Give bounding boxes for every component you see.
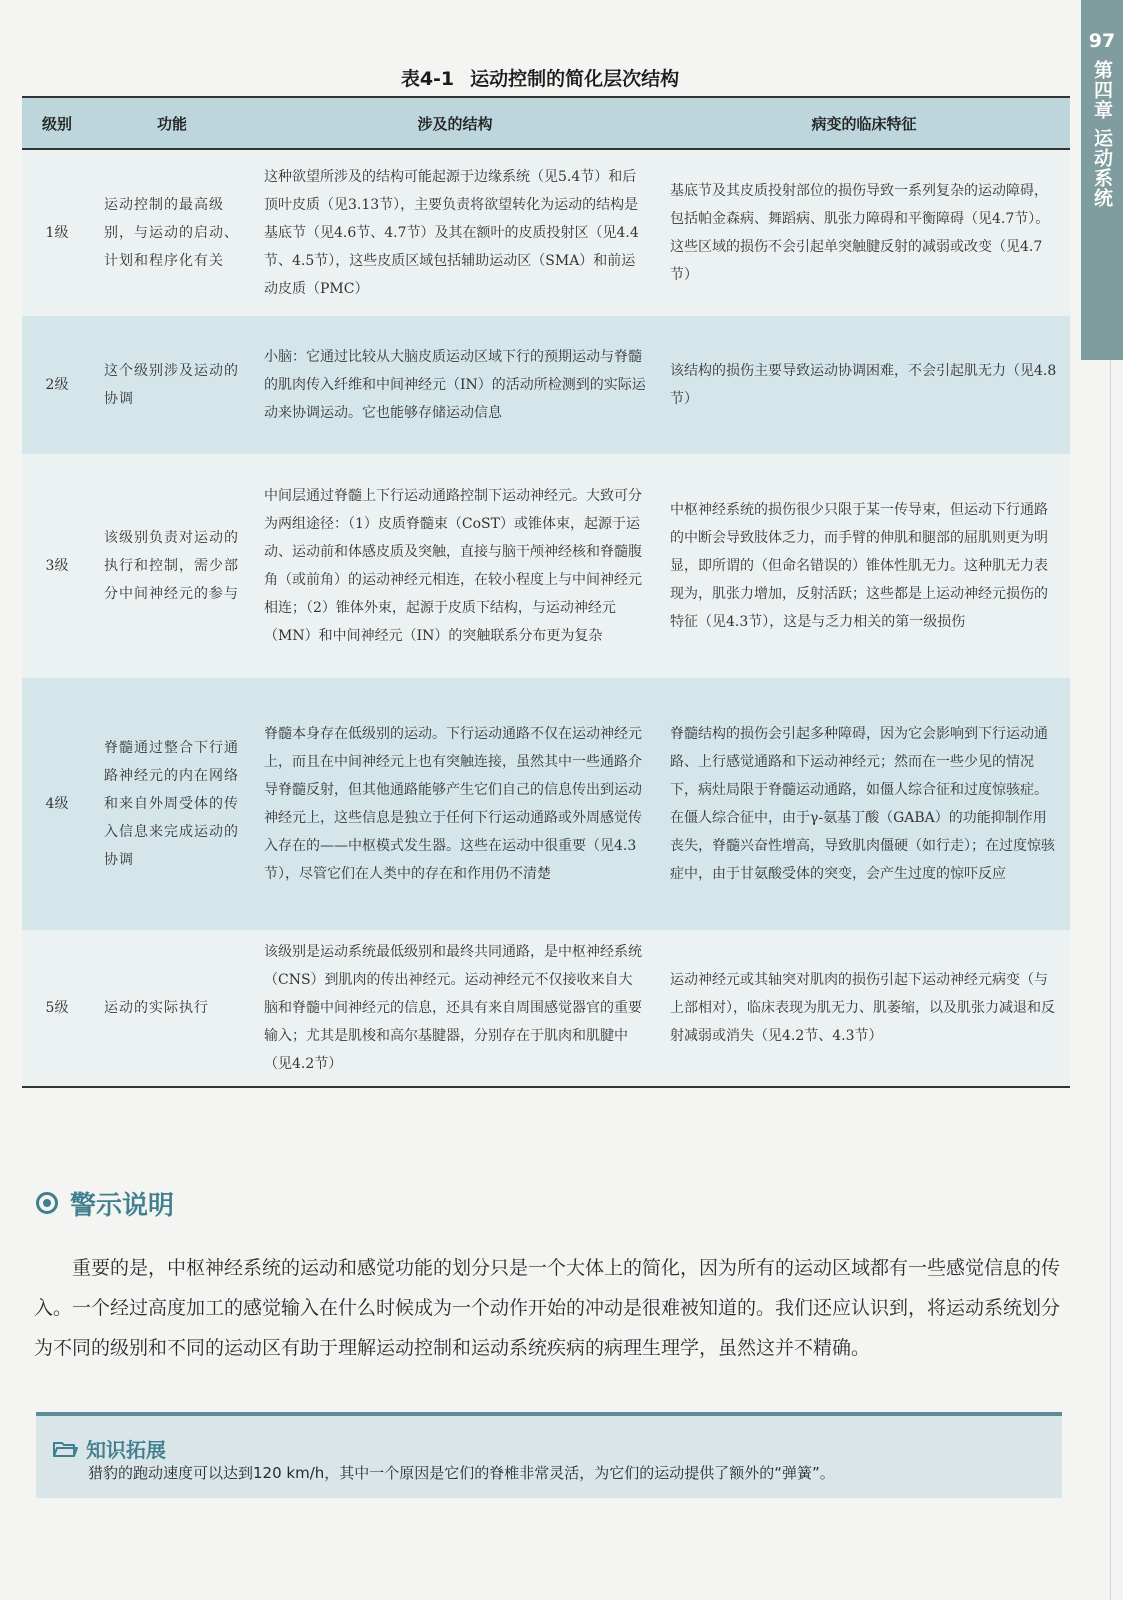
warning-heading <box>36 1180 174 1226</box>
row-structures: 这种欲望所涉及的结构可能起源于边缘系统（见5.4节）和后顶叶皮质（见3.13节），主要负责将欲望转化为运动的结构是基底节（见4.6节、4.7节）及其在额叶的皮质投射区（见4.4节、4.5节），这些皮质区域包括辅助运动区（SMA）和前运动皮质（PMC） <box>252 149 658 316</box>
table-title <box>0 64 1080 91</box>
knowledge-body: 猎豹的跑动速度可以达到120 km/h，其中一个原因是它们的脊椎非常灵活，为它们的运动提供了额外的“弹簧”。 <box>88 1464 835 1482</box>
header-structures: 涉及的结构 <box>252 97 658 149</box>
table-title-text: 运动控制的简化层次结构 <box>470 68 680 90</box>
row-function: 运动控制的最高级别，与运动的启动、计划和程序化有关 <box>92 149 252 316</box>
folder-icon <box>52 1439 78 1459</box>
warning-heading-text: 警示说明 <box>70 1190 175 1221</box>
row-level: 3级 <box>22 454 92 678</box>
table-row <box>22 316 1070 454</box>
motor-control-table <box>22 96 1070 1088</box>
knowledge-heading <box>52 1434 166 1463</box>
row-structures: 中间层通过脊髓上下行运动通路控制下运动神经元。大致可分为两组途径：（1）皮质脊髓束（CoST）或锥体束，起源于运动、运动前和体感皮质及突触，直接与脑干颅神经核和脊髓腹角（或前角）的运动神经元相连，在较小程度上与中间神经元相连；（2）锥体外束，起源于皮质下结构，与运动神经元（MN）和中间神经元（IN）的突触联系分布更为复杂 <box>252 454 658 678</box>
chapter-label: 第四章 运动系统 <box>1091 60 1113 208</box>
table-number: 表4-1 <box>400 68 455 90</box>
header-level: 级别 <box>22 97 92 149</box>
page-number: 97 <box>1088 30 1116 52</box>
target-bullet-icon <box>36 1192 58 1214</box>
row-level: 1级 <box>22 149 92 316</box>
table-row <box>22 454 1070 678</box>
table-header-row <box>22 97 1070 149</box>
row-structures: 小脑：它通过比较从大脑皮质运动区域下行的预期运动与脊髓的肌肉传入纤维和中间神经元（IN）的活动所检测到的实际运动来协调运动。它也能够存储运动信息 <box>252 316 658 454</box>
side-divider <box>1110 360 1111 1600</box>
row-structures: 脊髓本身存在低级别的运动。下行运动通路不仅在运动神经元上，而且在中间神经元上也有突触连接，虽然其中一些通路介导脊髓反射，但其他通路能够产生它们自己的信息传出到运动神经元上，这些信息是独立于任何下行运动通路或外周感觉传入存在的——中枢模式发生器。这些在运动中很重要（见4.3节），尽管它们在人类中的存在和作用仍不清楚 <box>252 678 658 930</box>
row-clinical: 该结构的损伤主要导致运动协调困难，不会引起肌无力（见4.8节） <box>658 316 1070 454</box>
row-function: 运动的实际执行 <box>92 930 252 1087</box>
row-clinical: 脊髓结构的损伤会引起多种障碍，因为它会影响到下行运动通路、上行感觉通路和下运动神经元；然而在一些少见的情况下，病灶局限于脊髓运动通路，如僵人综合征和过度惊骇症。在僵人综合征中，由于γ-氨基丁酸（GABA）的功能抑制作用丧失，脊髓兴奋性增高，导致肌肉僵硬（如行走）；在过度惊骇症中，由于甘氨酸受体的突变，会产生过度的惊吓反应 <box>658 678 1070 930</box>
row-clinical: 基底节及其皮质投射部位的损伤导致一系列复杂的运动障碍，包括帕金森病、舞蹈病、肌张力障碍和平衡障碍（见4.7节）。这些区域的损伤不会引起单突触腱反射的减弱或改变（见4.7节） <box>658 149 1070 316</box>
knowledge-heading-text: 知识拓展 <box>86 1438 166 1462</box>
knowledge-box <box>36 1412 1062 1498</box>
chapter-side-tab <box>1081 0 1123 360</box>
row-level: 2级 <box>22 316 92 454</box>
row-function: 这个级别涉及运动的协调 <box>92 316 252 454</box>
row-clinical: 中枢神经系统的损伤很少只限于某一传导束，但运动下行通路的中断会导致肢体乏力，而手臂的伸肌和腿部的屈肌则更为明显，即所谓的（但命名错误的）锥体性肌无力。这种肌无力表现为，肌张力增加，反射活跃；这些都是上运动神经元损伤的特征（见4.3节），这是与乏力相关的第一级损伤 <box>658 454 1070 678</box>
row-function: 该级别负责对运动的执行和控制，需少部分中间神经元的参与 <box>92 454 252 678</box>
row-level: 5级 <box>22 930 92 1087</box>
row-structures: 该级别是运动系统最低级别和最终共同通路，是中枢神经系统（CNS）到肌肉的传出神经元。运动神经元不仅接收来自大脑和脊髓中间神经元的信息，还具有来自周围感觉器官的重要输入；尤其是肌梭和高尔基腱器，分别存在于肌肉和肌腱中（见4.2节） <box>252 930 658 1087</box>
header-function: 功能 <box>92 97 252 149</box>
table-row <box>22 930 1070 1087</box>
warning-paragraph: 重要的是，中枢神经系统的运动和感觉功能的划分只是一个大体上的简化，因为所有的运动区域都有一些感觉信息的传入。一个经过高度加工的感觉输入在什么时候成为一个动作开始的冲动是很难被知道的。我们还应认识到，将运动系统划分为不同的级别和不同的运动区有助于理解运动控制和运动系统疾病的病理生理学，虽然这并不精确。 <box>34 1257 1061 1359</box>
row-clinical: 运动神经元或其轴突对肌肉的损伤引起下运动神经元病变（与上部相对），临床表现为肌无力、肌萎缩，以及肌张力减退和反射减弱或消失（见4.2节、4.3节） <box>658 930 1070 1087</box>
table-row <box>22 149 1070 316</box>
row-level: 4级 <box>22 678 92 930</box>
row-function: 脊髓通过整合下行通路神经元的内在网络和来自外周受体的传入信息来完成运动的协调 <box>92 678 252 930</box>
header-clinical: 病变的临床特征 <box>658 97 1070 149</box>
table-row <box>22 678 1070 930</box>
